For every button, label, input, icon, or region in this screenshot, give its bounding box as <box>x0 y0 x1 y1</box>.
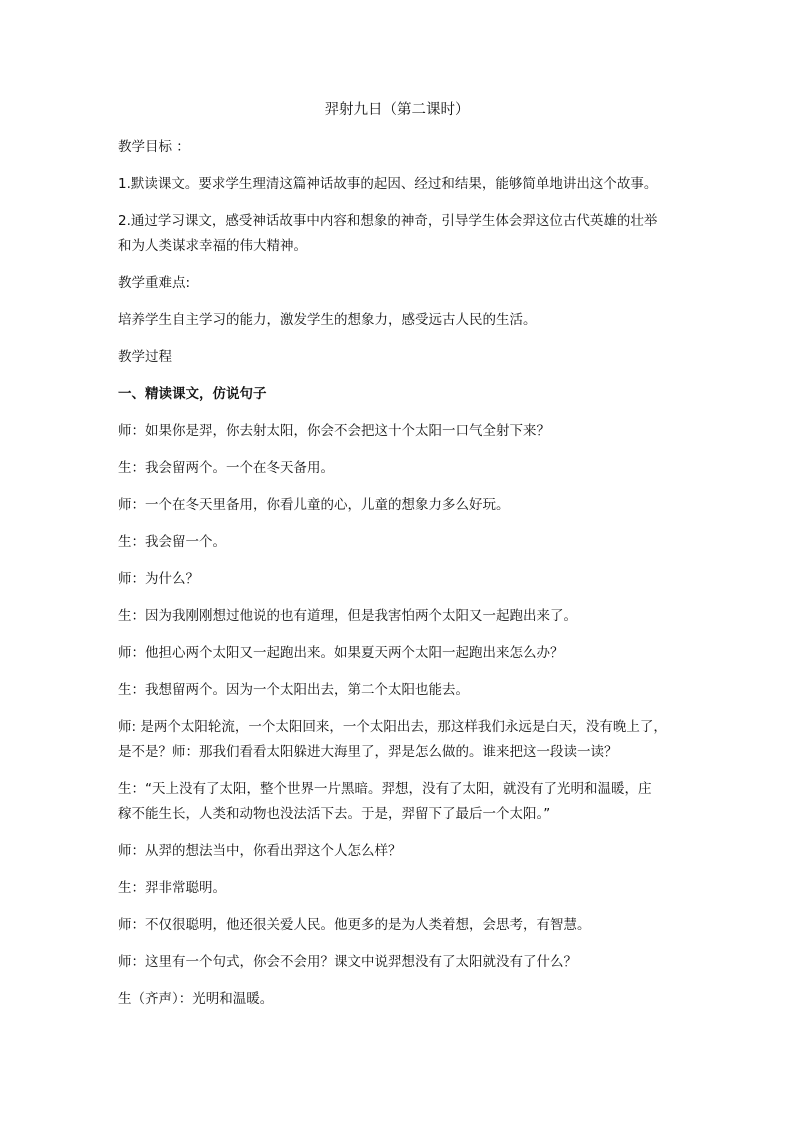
dialogue-line: 生：我会留两个。一个在冬天备用。 <box>118 460 334 476</box>
dialogue-line: 师：为什么？ <box>118 571 199 587</box>
document-title: 羿射九日（第二课时） <box>324 102 470 118</box>
dialogue-line: 师：从羿的想法当中，你看出羿这个人怎么样？ <box>118 843 402 859</box>
dialogue-line: 生：羿非常聪明。 <box>118 880 226 896</box>
dialogue-line: 师：这里有一个句式，你会不会用？课文中说羿想没有了太阳就没有了什么？ <box>118 954 577 970</box>
section-heading-key-points: 教学重难点: <box>118 275 191 291</box>
section-heading-process: 教学过程 <box>118 349 172 365</box>
dialogue-line-continued: 稼不能生长，人类和动物也没法活下去。于是，羿留下了最后一个太阳。” <box>118 806 551 822</box>
dialogue-line-continued: 是不是？师：那我们看看太阳躲进大海里了，羿是怎么做的。谁来把这一段读一读？ <box>118 744 618 760</box>
dialogue-line: 生：因为我刚刚想过他说的也有道理，但是我害怕两个太阳又一起跑出来了。 <box>118 608 577 624</box>
subsection-heading: 一、精读课文，仿说句子 <box>118 386 267 402</box>
dialogue-line: 生（齐声）：光明和温暖。 <box>118 991 274 1007</box>
dialogue-line: 师：不仅很聪明，他还很关爱人民。他更多的是为人类着想，会思考，有智慧。 <box>118 917 591 933</box>
dialogue-line: 生：“天上没有了太阳，整个世界一片黑暗。羿想，没有了太阳，就没有了光明和温暖，庄 <box>118 781 652 797</box>
dialogue-line: 师：他担心两个太阳又一起跑出来。如果夏天两个太阳一起跑出来怎么办？ <box>118 645 564 661</box>
key-points-text: 培养学生自主学习的能力，激发学生的想象力，感受远古人民的生活。 <box>118 312 537 328</box>
dialogue-line: 师: 是两个太阳轮流，一个太阳回来，一个太阳出去，那这样我们永远是白天，没有晚上了， <box>118 719 667 735</box>
dialogue-line: 师：如果你是羿，你去射太阳，你会不会把这十个太阳一口气全射下来？ <box>118 423 550 439</box>
dialogue-line: 生：我想留两个。因为一个太阳出去，第二个太阳也能去。 <box>118 682 469 698</box>
objective-item-1: 1.默读课文。要求学生理清这篇神话故事的起因、经过和结果，能够简单地讲出这个故事。 <box>118 176 658 192</box>
dialogue-line: 师：一个在冬天里备用，你看儿童的心，儿童的想象力多么好玩。 <box>118 497 510 513</box>
objective-item-2-line-1: 2.通过学习课文，感受神话故事中内容和想象的神奇，引导学生体会羿这位古代英雄的壮举 <box>118 213 658 229</box>
section-heading-objectives: 教学目标 ： <box>118 139 190 155</box>
objective-item-2-line-2: 和为人类谋求幸福的伟大精神。 <box>118 238 307 254</box>
dialogue-line: 生：我会留一个。 <box>118 534 226 550</box>
